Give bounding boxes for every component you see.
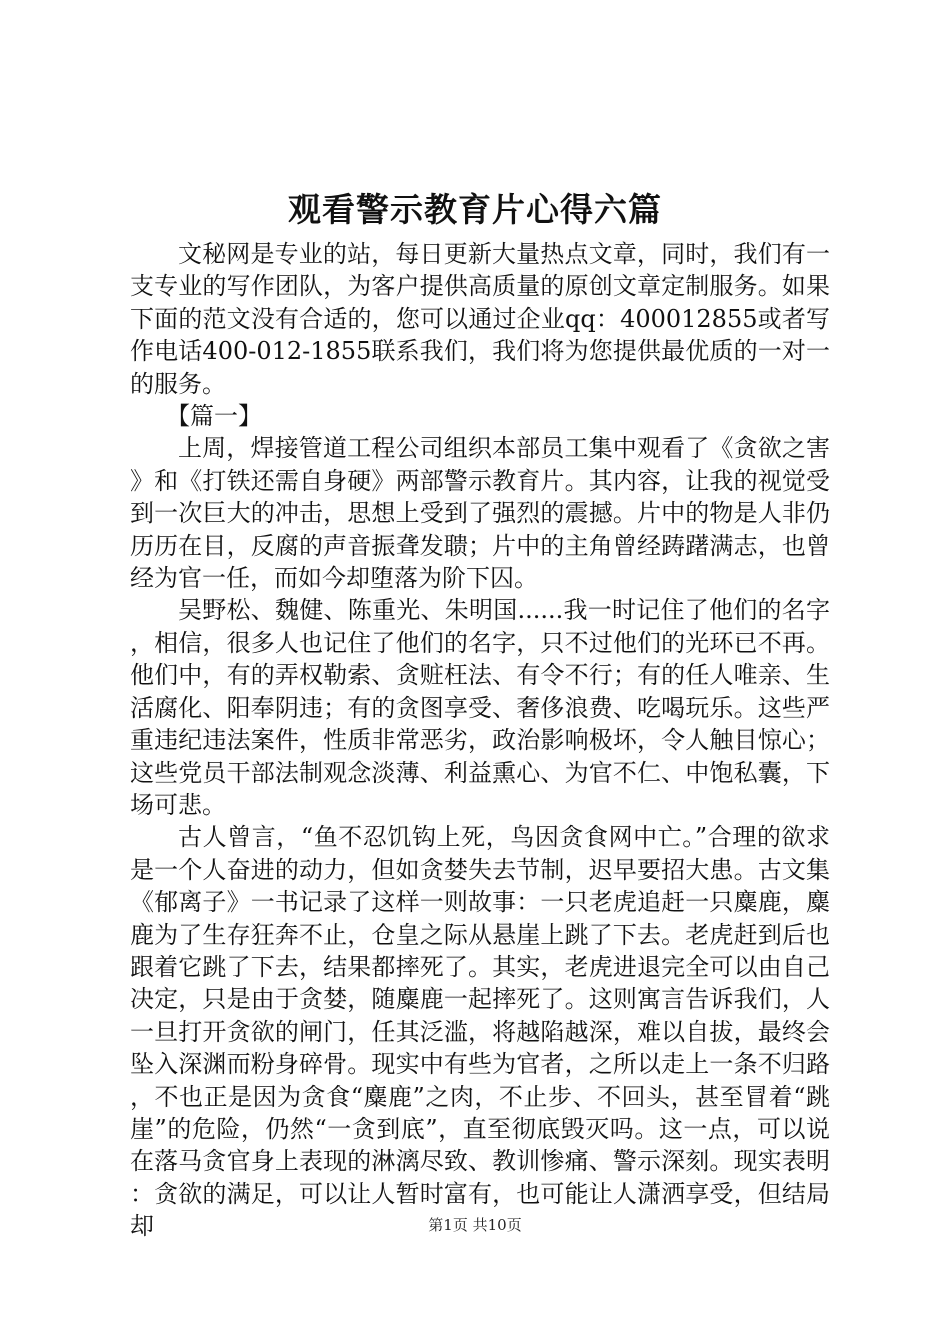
document-body [130,238,830,1243]
page-footer: 第1页 共10页 [428,1216,522,1234]
section-heading: 【篇一】 [166,402,262,431]
document-title: 观看警示教育片心得六篇 [288,190,662,229]
body-paragraph-2: 吴野松、魏健、陈重光、朱明国......我一时记住了他们的名字，相信，很多人也记住了他们的名字，只不过他们的光环已不再。他们中，有的弄权勒索、贪赃枉法、有令不行；有的任人唯亲、生活腐化、阳奉阴违；有的贪图享受、奢侈浪费、吃喝玩乐。这些严重违纪违法案件，性质非常恶劣，政治影响极坏，令人触目惊心；这些党员干部法制观念淡薄、利益熏心、为官不仁、中饱私囊，下场可悲。 [130,596,830,819]
body-paragraph-1: 上周，焊接管道工程公司组织本部员工集中观看了《贪欲之害》和《打铁还需自身硬》两部警示教育片。其内容，让我的视觉受到一次巨大的冲击，思想上受到了强烈的震撼。片中的物是人非仍历历在目，反腐的声音振聋发聩；片中的主角曾经踌躇满志，也曾经为官一任，而如今却堕落为阶下囚。 [130,434,830,593]
body-paragraph-3: 古人曾言，“鱼不忍饥钩上死，鸟因贪食网中亡。”合理的欲求是一个人奋进的动力，但如贪婪失去节制，迟早要招大患。古文集《郁离子》一书记录了这样一则故事：一只老虎追赶一只麋鹿，麋鹿为了生存狂奔不止，仓皇之际从悬崖上跳了下去。老虎赶到后也跟着它跳了下去，结果都摔死了。其实，老虎进退完全可以由自己决定，只是由于贪婪，随麋鹿一起摔死了。这则寓言告诉我们，人一旦打开贪欲的闸门，任其泛滥，将越陷越深，难以自拔，最终会坠入深渊而粉身碎骨。现实中有些为官者，之所以走上一条不归路，不也正是因为贪食“麋鹿”之肉，不止步、不回头，甚至冒着“跳崖”的危险，仍然“一贪到底”，直至彻底毁灭吗。这一点，可以说在落马贪官身上表现的淋漓尽致、教训惨痛、警示深刻。现实表明：贪欲的满足，可以让人暂时富有，也可能让人潇洒享受，但结局却 [130,823,830,1241]
intro-paragraph: 文秘网是专业的站，每日更新大量热点文章，同时，我们有一支专业的写作团队，为客户提供高质量的原创文章定制服务。如果下面的范文没有合适的，您可以通过企业qq：400012855或者写作电话400-012-1855联系我们，我们将为您提供最优质的一对一的服务。 [130,240,830,398]
